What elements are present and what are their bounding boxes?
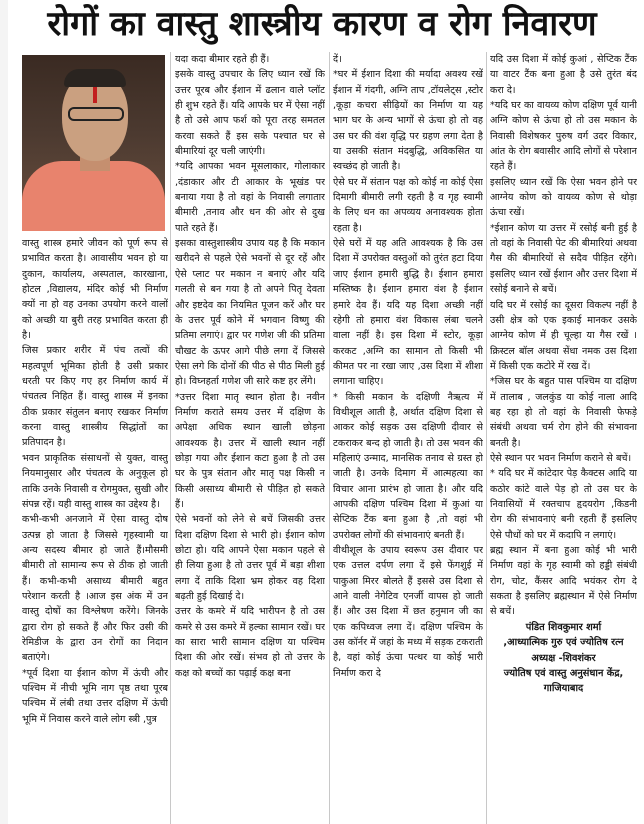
byline-organization: ज्योतिष एवं वास्तु अनुसंधान केंद्र, गाजियाबाद bbox=[503, 667, 624, 695]
paragraph: * यदि घर में कांटेदार पेड़ कैक्टस आदि या कठोर कांटे वाले पेड़ हो तो उस घर के निवासियों में रक्तचाप हृदयरोग ,किडनी रोग की संभावनाएं बनी रहती हैं इसलिए ऐसे पौधों को घर में कदापि न लगाएं। bbox=[490, 468, 637, 541]
paragraph: *यदि घर का वायव्य कोण दक्षिण पूर्व यानी अग्नि कोण से ऊंचा हो तो उस मकान के निवासी विशेषकर पुरुष वर्ग उदर विकार, आंत के रोग बवासीर आदि लोगों से परेशान रहते हैं। bbox=[490, 100, 637, 173]
paragraph: उत्तर के कमरे में यदि भारीपन है तो उस कमरे से उस कमरे में हल्का सामान रखें। घर का सारा भारी सामान दक्षिण या पश्चिम दिशा की ओर रखें। संभव हो तो उत्तर के कक्ष को बच्चों का पढ़ाई कक्ष बना bbox=[175, 606, 325, 679]
paragraph: इसलिए ध्यान रखें कि ऐसा भवन होने पर आग्नेय कोण को वायव्य कोण से थोड़ा ऊंचा रखें। bbox=[490, 176, 637, 219]
paragraph: *पूर्व दिशा या ईशान कोण में ऊंची और पश्चिम में नीची भूमि नाग पृष्ठ तथा पूरब पश्चिम में लंबी तथा उत्तर दक्षिण में ऊंची भूमि में निवास करने वाले लोग स्त्री ,पुत्र bbox=[22, 667, 168, 725]
paragraph: भवन प्राकृतिक संसाधनों से युक्त, वास्तु नियमानुसार और पंचतत्व के अनुकूल हो ताकि उनके निवासी व रोगमुक्त, सुखी और संपन्न रहें। यही वास्तु शास्त्र का उद्देश्य है। bbox=[22, 452, 168, 510]
author-byline bbox=[490, 620, 637, 697]
paragraph: यदा कदा बीमार रहते ही हैं। bbox=[175, 54, 270, 65]
paragraph: वीथीशूल के उपाय स्वरूप उस दीवार पर एक उत्तल दर्पण लगा दें इसे फेंगशुई में पाकुआ मिरर बोलते हैं इससे उस दिशा से आने वाली नेगेटिव एनर्जी वापस हो जाती हैं। और उस दिशा में छत हनुमान जी का एक कपिध्वज लगा दें। दक्षिण पश्चिम के उस कॉर्नर में जहां के मध्य में सड़क टकराती है, वहां कोई ऊंचा पत्थर या कोई भारी निर्माण करा दे bbox=[333, 545, 483, 679]
column-divider bbox=[170, 52, 171, 824]
column-divider bbox=[329, 52, 330, 824]
paragraph: ऐसे स्थान पर भवन निर्माण कराने से बचें। bbox=[490, 452, 632, 464]
article-column-1 bbox=[22, 236, 168, 824]
paragraph: ऐसे घर में संतान पक्ष को कोई ना कोई ऐसा दिमागी बीमारी लगी रहती है व गृह स्वामी के लिए धन का अपव्यय अनावश्यक होता रहता है। bbox=[333, 176, 483, 234]
paragraph: यदि उस दिशा में कोई कुआं , सेप्टिक टैंक या वाटर टैंक बना हुआ है उसे तुरंत बंद करा दे। bbox=[490, 54, 637, 96]
paragraph: वास्तु शास्त्र हमारे जीवन को पूर्ण रूप से प्रभावित करता है। आवासीय भवन हो या दुकान, कार्यालय, अस्पताल, कारखाना, होटल ,विद्यालय, मंदिर कोई भी निर्माण क्यों ना हो वह उनका उपयोग करने वालों को अच्छी या बुरी तरह प्रभावित करता ही है। bbox=[22, 238, 168, 342]
paragraph: *उत्तर दिशा मातृ स्थान होता है। नवीन निर्माण कराते समय उत्तर में दक्षिण के अपेक्षा अधिक स्थान खाली छोड़ना आवश्यक है। उत्तर में खाली स्थान नहीं छोड़ा गया और ईशान कटा हुआ है तो उस घर के पुत्र संतान और मातृ पक्ष किसी न किसी असाध्य बीमारी से पीड़ित हो सकते हैं। bbox=[175, 391, 325, 510]
paragraph: दें। bbox=[333, 54, 342, 65]
paragraph: *घर में ईशान दिशा की मर्यादा अवश्य रखें ईशान में गंदगी, अग्नि ताप ,टॉयलेट्स ,स्टोर ,कूड़ा कचरा सीढ़ियों का निर्माण या यह भाग घर के अन्य भागों से ऊंचा हो तो वह उस घर की वंश वृद्धि पर ग्रहण लगा देता है या उसकी संतान मंदबुद्धि, अविकसित या स्वच्छंद हो जाती है। bbox=[333, 69, 483, 173]
paragraph: यदि घर में रसोई का दूसरा विकल्प नहीं है उसी क्षेत्र को एक इकाई मानकर उसके आग्नेय कोण में ही चूल्हा या गैस रखें ।क्रिस्टल बॉल अथवा सेंधा नमक उस दिशा में किसी एक कटोरे में रख दें। bbox=[490, 299, 637, 372]
paragraph: ब्रह्म स्थान में बना हुआ कोई भी भारी निर्माण वहां के गृह स्वामी को हड्डी संबंधी रोग, चोट, कैंसर आदि भयंकर रोग दे सकता है इसलिए ब्रह्मस्थान में ऐसे निर्माण से बचें। bbox=[490, 545, 637, 618]
paragraph: ऐसे भवनों को लेने से बचें जिसकी उत्तर दिशा दक्षिण दिशा से भारी हो। ईशान कोण छोटा हो। यदि आपने ऐसा मकान पहले से ही लिया हुआ है तो उत्तर पूर्व में बड़ा शीशा लगा दें ताकि दिशा भ्रम होकर वह दिशा बढ़ती हुई दिखाई दे। bbox=[175, 514, 325, 603]
paragraph: जिस प्रकार शरीर में पंच तत्वों की महत्वपूर्ण भूमिका होती है उसी प्रकार धरती पर किए गए हर निर्माण कार्य में पंचतत्व निहित हैं। वास्तु शास्त्र में इनका ठीक प्रकार संतुलन बनाए रखकर निर्माण करना वास्तु शास्त्रीय सिद्धांतों का प्रतिपादन है। bbox=[22, 345, 168, 449]
photo-glasses bbox=[68, 107, 124, 121]
page-margin-strip bbox=[0, 0, 8, 824]
article-column-4 bbox=[490, 52, 637, 822]
paragraph: *यदि आपका भवन मूसलाकार, गोलाकार ,दंडाकार और टी आकार के भूखंड पर बनाया गया है तो वहां के निवासी लगातार बीमारी ,तनाव और धन की ओर से दुख पाते रहते हैं। bbox=[175, 161, 325, 234]
byline-role: अध्यक्ष -शिवशंकर bbox=[531, 652, 596, 664]
article-headline: रोगों का वास्तु शास्त्रीय कारण व रोग निवारण bbox=[47, 4, 597, 44]
column-divider bbox=[486, 52, 487, 824]
paragraph: *ईशान कोण या उत्तर में रसोई बनी हुई है तो वहां के निवासी पेट की बीमारियां अथवा गैस की बीमारियों से सदैव पीड़ित रहेंगे। इसलिए ध्यान रखें ईशान और उत्तर दिशा में रसोई बनाने से बचें। bbox=[490, 222, 637, 296]
photo-tilak bbox=[93, 87, 97, 103]
author-photo bbox=[22, 55, 165, 231]
paragraph: * किसी मकान के दक्षिणी नैऋत्य में विथीशूल आती है, अर्थात दक्षिण दिशा से आकर कोई सड़क उस दक्षिणी दीवार से टकराकर बन्द हो जाती है। तो उस भवन की महिलाएं उन्माद, मानसिक तनाव से ग्रस्त हो जाती है। उनके दिमाग में आत्महत्या का विचार आना प्रारंभ हो जाता है। और यदि आपकी दक्षिण पश्चिम दिशा में कुआं या सेप्टिक टैंक बना हुआ है ,तो वहां भी उपरोक्त लोगों की संभावनाएं बनती हैं। bbox=[333, 391, 483, 541]
byline-title: ,आध्यात्मिक गुरु एवं ज्योतिष रत्न bbox=[503, 637, 624, 649]
paragraph: कभी-कभी अनजाने में ऐसा वास्तु दोष उत्पन्न हो जाता है जिससे गृहस्वामी या अन्य सदस्य बीमार हो जाते हैं।मौसमी बीमारी तो सामान्य रूप से ठीक हो जाती हैं। कभी-कभी असाध्य बीमारी बहुत परेशान करती है ।आज इस अंक में उन वास्तु दोषों का विश्लेषण करेंगे। जिनके द्वारा रोग हो सकते हैं और फिर उसी की रेमिडीज के द्वारा उन रोगों का निदान बताएंगे। bbox=[22, 514, 168, 664]
photo-shirt bbox=[22, 161, 165, 231]
paragraph: ऐसे घरों में यह अति आवश्यक है कि उस दिशा में उपरोक्त वस्तुओं को तुरंत हटा दिया जाए ईशान हमारी बुद्धि है। ईशान हमारा मस्तिष्क है। ईशान हमारा वंश है ईशान हमारे देव हैं। यदि यह दिशा अच्छी नहीं रहेगी तो हमारा वंश विकास लंबा चलने वाला नहीं है। इस दिशा में स्टोर, कूड़ा करकट ,अग्नि का सामान तो किसी भी कीमत पर ना रखा जाए ,उस दिशा में शीशा लगाना चाहिए। bbox=[333, 238, 483, 388]
article-column-2 bbox=[175, 52, 325, 822]
photo-hair bbox=[64, 69, 126, 87]
byline-name: पंडित शिवकुमार शर्मा bbox=[525, 621, 602, 633]
paragraph: इसका वास्तुशास्त्रीय उपाय यह है कि मकान खरीदने से पहले ऐसे भवनों से दूर रहें और ऐसे प्लाट पर मकान न बनाएं और यदि गलती से बन गया है तो अपने पितृ देवता और इष्टदेव का नियमित पूजन करें और घर के उत्तर पूर्व कोने में भगवान विष्णु की प्रतिमा लगाएं। द्वार पर गणेश जी की प्रतिमा चौखट के ऊपर आगे पीछे लगा दें जिससे ऐसा लगे कि दोनों की पीठ से पीठ मिली हुई हो। विघ्नहर्ता गणेश जी सारे कष्ट हर लेंगे। bbox=[175, 238, 325, 388]
article-column-3 bbox=[333, 52, 483, 822]
paragraph: इसके वास्तु उपचार के लिए ध्यान रखें कि उत्तर पूरब और ईशान में ढलान वाले प्लॉट ही शुभ रहते हैं। यदि आपके घर में ऐसा नहीं है तो उसे आप फर्श को पूरा तरह समतल करवा सकते हैं इस सके पश्चात घर से बीमारियां दूर चली जाएंगी। bbox=[175, 69, 325, 158]
paragraph: *जिस घर के बहुत पास पश्चिम या दक्षिण में तालाब , जलकुंड या कोई नाला आदि बह रहा हो तो वहां के निवासी फेफड़े संबंधी अथवा चर्म रोग होने की संभावना बनती है। bbox=[490, 376, 637, 449]
